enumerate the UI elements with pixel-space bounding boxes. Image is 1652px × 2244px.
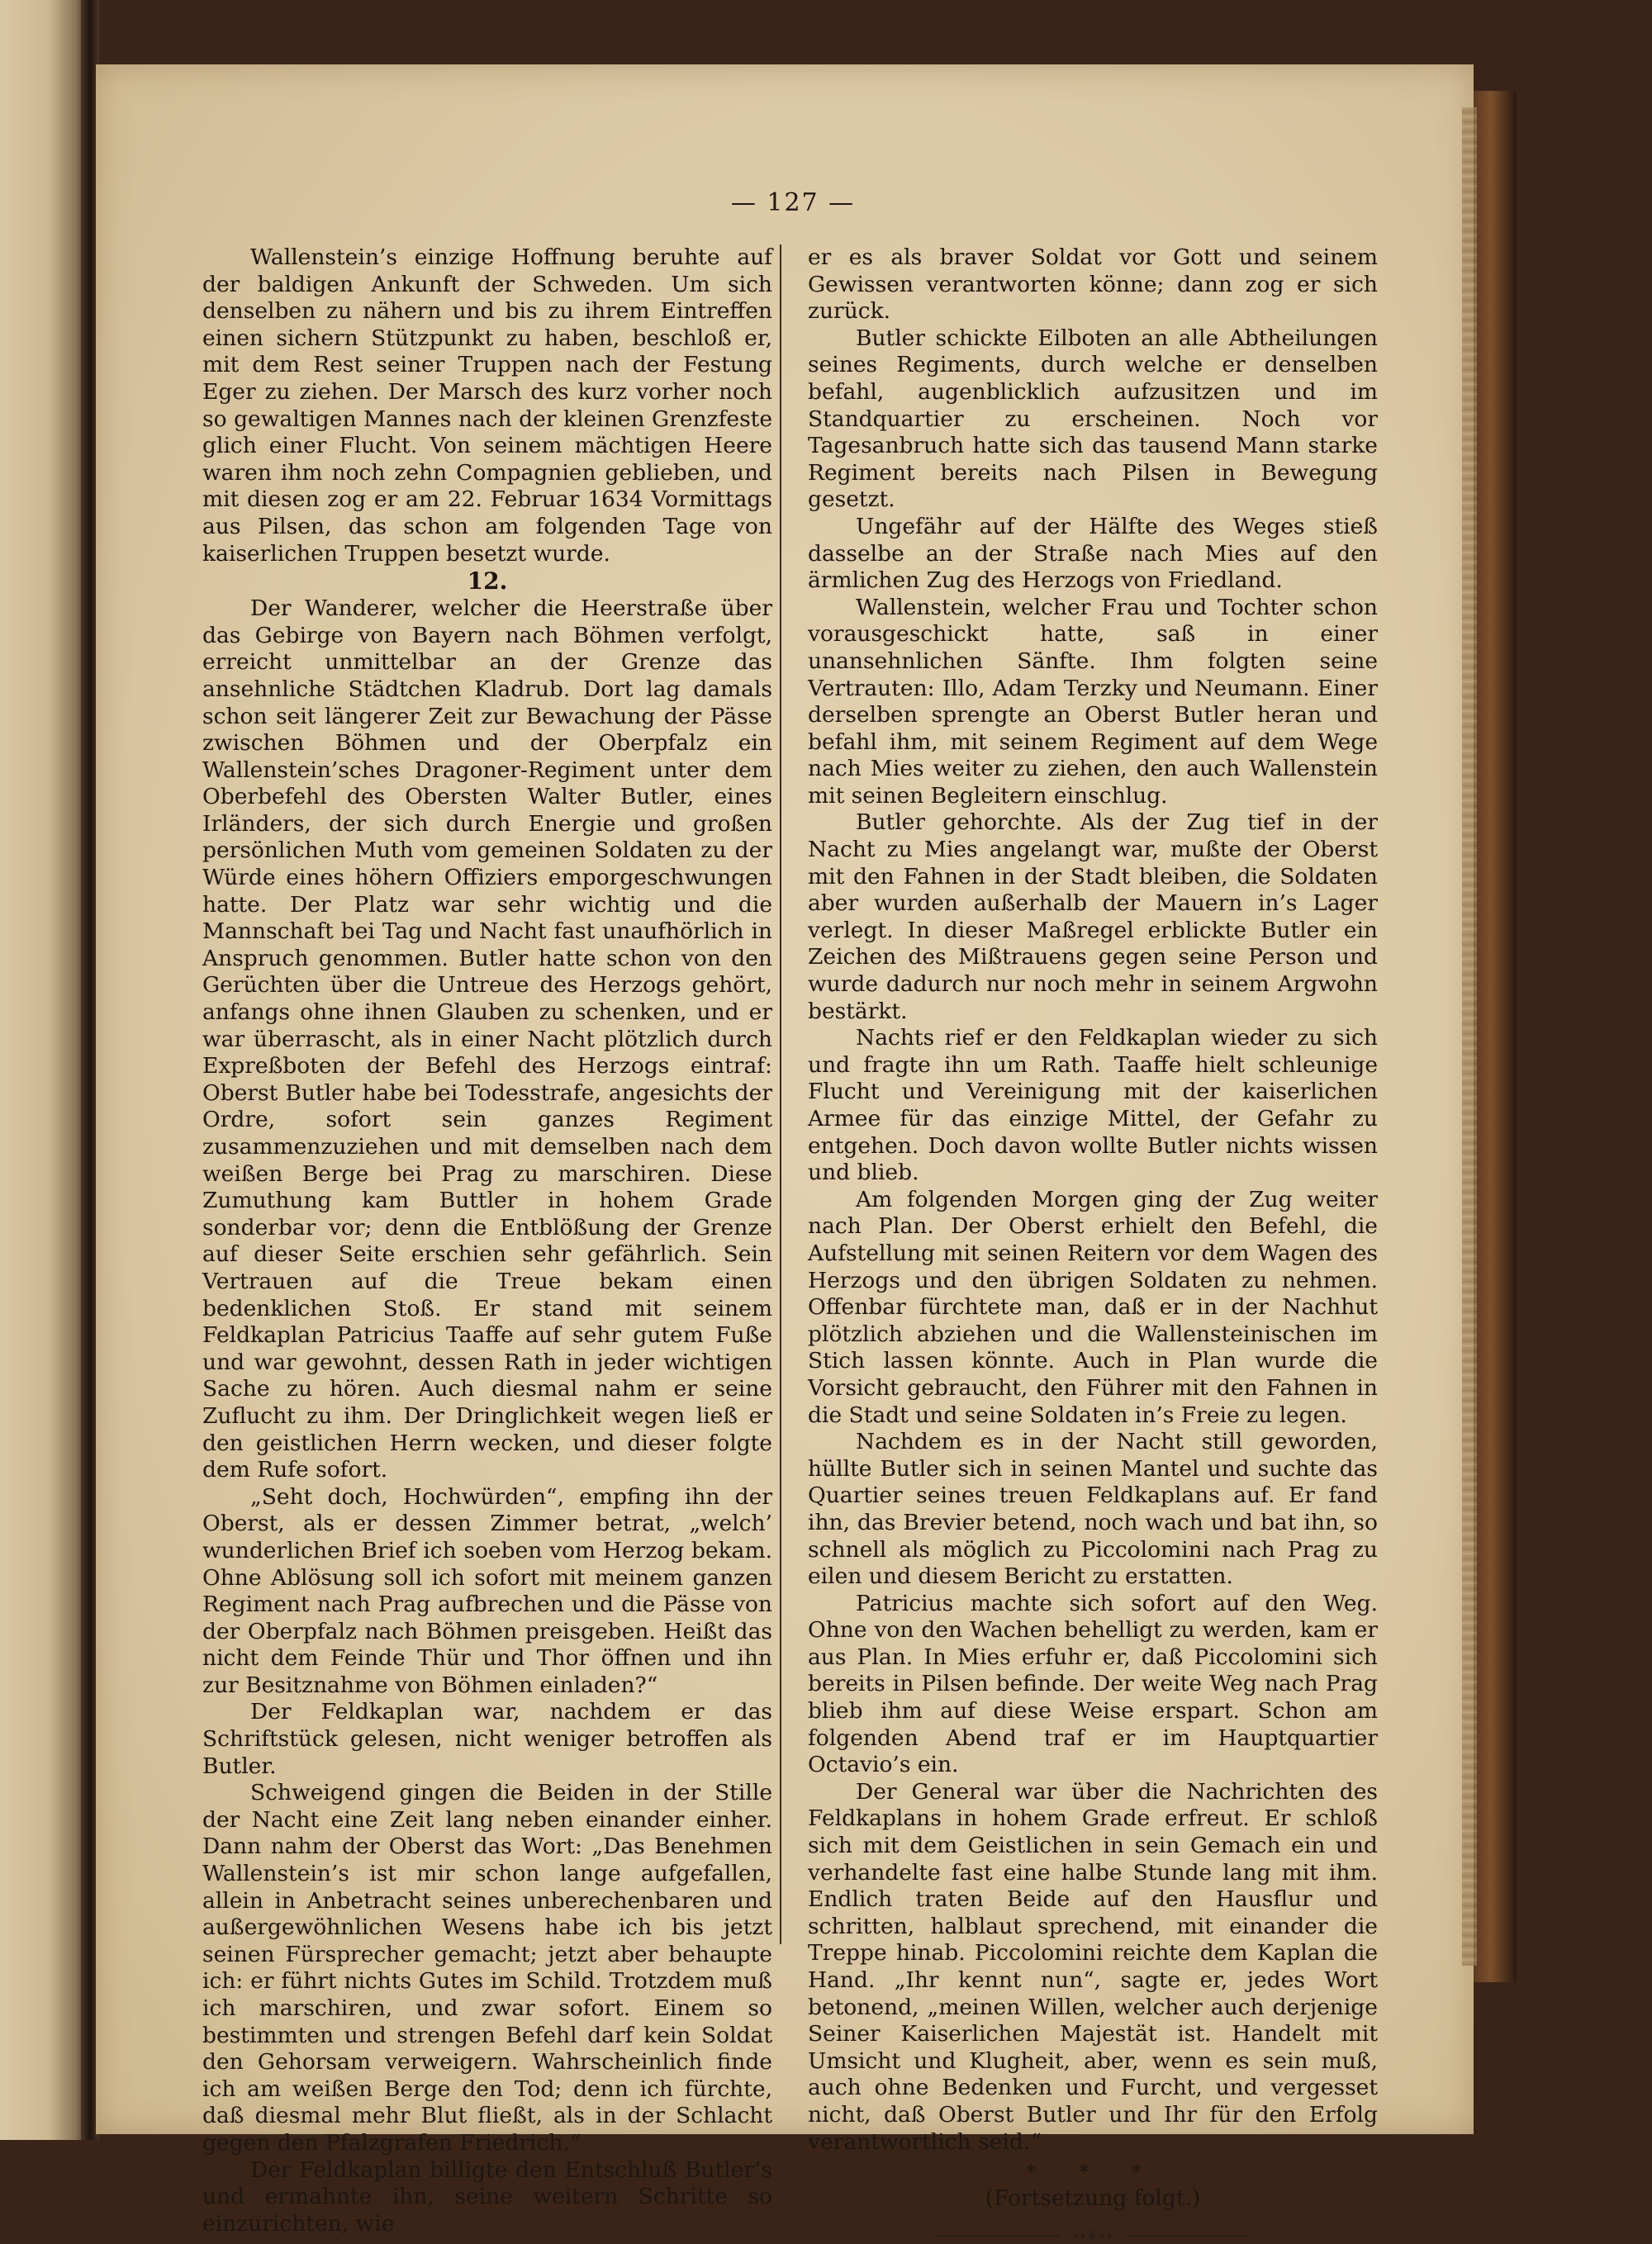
paragraph: Patricius machte sich sofort auf den Weg. Ohne von den Wachen behelligt zu werden, kam er aus Plan. In Mies erfuhr er, daß Piccolomini sich bereits in Pilsen befinde. Der weite Weg nach Prag blieb ihm auf diese Weise erspart. Schon am folgenden Abend traf er im Hauptquartier Octavio’s ein. (808, 1590, 1378, 1778)
continuation-note: (Fortsetzung folgt.) (985, 2185, 1201, 2212)
ornament-line-right (1126, 2235, 1250, 2237)
ornament-line-left (936, 2235, 1060, 2237)
paragraph: Nachts rief er den Feldkaplan wieder zu sich und fragte ihn um Rath. Taaffe hielt schleunige Flucht und Vereinigung mit der kaiserlichen Armee für das einzige Mittel, der Gefahr zu entgehen. Doch davon wollte Butler nichts wissen und blieb. (808, 1025, 1378, 1186)
paragraph: er es als braver Soldat vor Gott und seinem Gewissen verantworten könne; dann zog er sich zurück. (808, 244, 1378, 325)
column-divider (780, 244, 781, 1944)
paragraph: Butler schickte Eilboten an alle Abtheilungen seines Regiments, durch welche er denselben befahl, augenblicklich aufzusitzen und im Standquartier zu erscheinen. Noch vor Tagesanbruch hatte sich das tausend Mann starke Regiment bereits nach Pilsen in Bewegung gesetzt. (808, 325, 1378, 513)
left-page-edge (0, 0, 89, 2140)
paragraph: Wallenstein’s einzige Hoffnung beruhte auf der baldigen Ankunft der Schweden. Um sich denselben zu nähern und bis zu ihrem Eintreffen einen sichern Stützpunkt zu haben, beschloß er, mit dem Rest seiner Truppen nach der Festung Eger zu ziehen. Der Marsch des kurz vorher noch so gewaltigen Mannes nach der kleinen Grenzfeste glich einer Flucht. Von seinem mächtigen Heere waren ihm noch zehn Compagnien geblieben, und mit diesen zog er am 22. Februar 1634 Vormittags aus Pilsen, das schon am folgenden Tage von kaiserlichen Truppen besetzt wurde. (202, 244, 772, 567)
page-stack-edge (1462, 107, 1477, 1966)
asterism: * * * (1026, 2161, 1160, 2185)
paragraph: Der Wanderer, welcher die Heerstraße über das Gebirge von Bayern nach Böhmen verfolgt, erreicht unmittelbar an der Grenze das ansehnliche Städtchen Kladrub. Dort lag damals schon seit längerer Zeit zur Bewachung der Pässe zwischen Böhmen und der Oberpfalz ein Wallenstein’sches Dragoner-Regiment unter dem Oberbefehl des Obersten Walter Butler, eines Irländers, der sich durch Energie und großen persönlichen Muth vom gemeinen Soldaten zu der Würde eines höhern Offiziers emporgeschwungen hatte. Der Platz war sehr wichtig und die Mannschaft bei Tag und Nacht fast unaufhörlich in Anspruch genommen. Butler hatte schon von den Gerüchten über die Untreue des Herzogs gehört, anfangs ohne ihnen Glauben zu schenken, und er war überrascht, als in einer Nacht plötzlich durch Expreßboten der Befehl des Herzogs eintraf: Oberst Butler habe bei Todesstrafe, angesichts der Ordre, sofort sein ganzes Regiment zusammenzuziehen und mit demselben nach dem weißen Berge bei Prag zu marschiren. Diese Zumuthung kam Buttler in hohem Grade sonderbar vor; denn die Entblößung der Grenze auf dieser Seite erschien sehr gefährlich. Sein Vertrauen auf die Treue bekam einen bedenklichen Stoß. Er stand mit seinem Feldkaplan Patricius Taaffe auf sehr gutem Fuße und war gewohnt, dessen Rath in jeder wichtigen Sache zu hören. Auch diesmal nahm er seine Zuflucht zu ihm. Der Dringlichkeit wegen ließ er den geistlichen Herrn wecken, und dieser folgte dem Rufe sofort. (202, 595, 772, 1483)
page-number: — 127 — (730, 188, 856, 217)
paragraph: Nachdem es in der Nacht still geworden, hüllte Butler sich in seinen Mantel und suchte das Quartier seines treuen Feldkaplans auf. Er fand ihn, das Brevier betend, noch wach und bat ihn, so schnell als möglich zu Piccolomini nach Prag zu eilen und diesem Bericht zu erstatten. (808, 1429, 1378, 1590)
paragraph: Der Feldkaplan war, nachdem er das Schriftstück gelesen, nicht weniger betroffen als Butler. (202, 1699, 772, 1779)
paragraph: Ungefähr auf der Hälfte des Weges stieß dasselbe an der Straße nach Mies auf den ärmlichen Zug des Herzogs von Friedland. (808, 513, 1378, 594)
end-ornament (936, 2227, 1250, 2244)
section-number: 12. (467, 567, 508, 595)
ornament-flourish-icon: ∙∙❦∙∙ (1072, 2227, 1113, 2243)
paragraph: Der General war über die Nachrichten des Feldkaplans in hohem Grade erfreut. Er schloß sich mit dem Geistlichen in sein Gemach ein und verhandelte fast eine halbe Stunde lang mit ihm. Endlich traten Beide auf den Hausflur und schritten, halblaut sprechend, mit einander die Treppe hinab. Piccolomini reichte dem Kaplan die Hand. „Ihr kennt nun“, sagte er, jedes Wort betonend, „meinen Willen, welcher auch derjenige Seiner Kaiserlichen Majestät ist. Handelt mit Umsicht und Klugheit, aber, wenn es sein muß, auch ohne Bedenken und Furcht, und vergesset nicht, daß Oberst Butler und Ihr für den Erfolg verantwortlich seid.“ (808, 1778, 1378, 2155)
right-column (808, 244, 1378, 2244)
paragraph: Der Feldkaplan billigte den Entschluß Butler’s und ermahnte ihn, seine weitern Schritte so einzurichten, wie (202, 2156, 772, 2237)
paragraph: Schweigend gingen die Beiden in der Stille der Nacht eine Zeit lang neben einander einher. Dann nahm der Oberst das Wort: „Das Benehmen Wallenstein’s ist mir schon lange aufgefallen, allein in Anbetracht seines unberechenbaren und außergewöhnlichen Wesens habe ich bis jetzt seinen Fürsprecher gemacht; jetzt aber behaupte ich: er führt nichts Gutes im Schild. Trotzdem muß ich marschiren, und zwar sofort. Einem so bestimmten und strengen Befehl darf kein Soldat den Gehorsam verweigern. Wahrscheinlich finde ich am weißen Berge den Tod; denn ich fürchte, daß diesmal mehr Blut fließt, als in der Schlacht gegen den Pfalzgrafen Friedrich.“ (202, 1780, 772, 2156)
left-column (202, 244, 772, 2237)
paragraph: Wallenstein, welcher Frau und Tochter schon vorausgeschickt hatte, saß in einer unansehnlichen Sänfte. Ihm folgten seine Vertrauten: Illo, Adam Terzky und Neumann. Einer derselben sprengte an Oberst Butler heran und befahl ihm, mit seinem Regiment auf dem Wege nach Mies weiter zu ziehen, den auch Wallenstein mit seinen Begleitern einschlug. (808, 594, 1378, 809)
paragraph: Am folgenden Morgen ging der Zug weiter nach Plan. Der Oberst erhielt den Befehl, die Aufstellung mit seinen Reitern vor dem Wagen des Herzogs und den übrigen Soldaten zu nehmen. Offenbar fürchtete man, daß er in der Nachhut plötzlich abziehen und die Wallensteinischen im Stich lassen könnte. Auch in Plan wurde die Vorsicht gebraucht, den Führer mit den Fahnen in die Stadt und seine Soldaten in’s Freie zu legen. (808, 1186, 1378, 1428)
paragraph: Butler gehorchte. Als der Zug tief in der Nacht zu Mies angelangt war, mußte der Oberst mit den Fahnen in der Stadt bleiben, die Soldaten aber wurden außerhalb der Mauern in’s Lager verlegt. In dieser Maßregel erblickte Butler ein Zeichen des Mißtrauens gegen seine Person und wurde dadurch nur noch mehr in seinem Argwohn bestärkt. (808, 809, 1378, 1024)
paragraph: „Seht doch, Hochwürden“, empfing ihn der Oberst, als er dessen Zimmer betrat, „welch’ wunderlichen Brief ich soeben vom Herzog bekam. Ohne Ablösung soll ich sofort mit meinem ganzen Regiment nach Prag aufbrechen und die Pässe von der Oberpfalz nach Böhmen preisgeben. Heißt das nicht dem Feinde Thür und Thor öffnen und ihn zur Besitznahme von Böhmen einladen?“ (202, 1483, 772, 1698)
book-cover-edge (1474, 91, 1517, 1982)
